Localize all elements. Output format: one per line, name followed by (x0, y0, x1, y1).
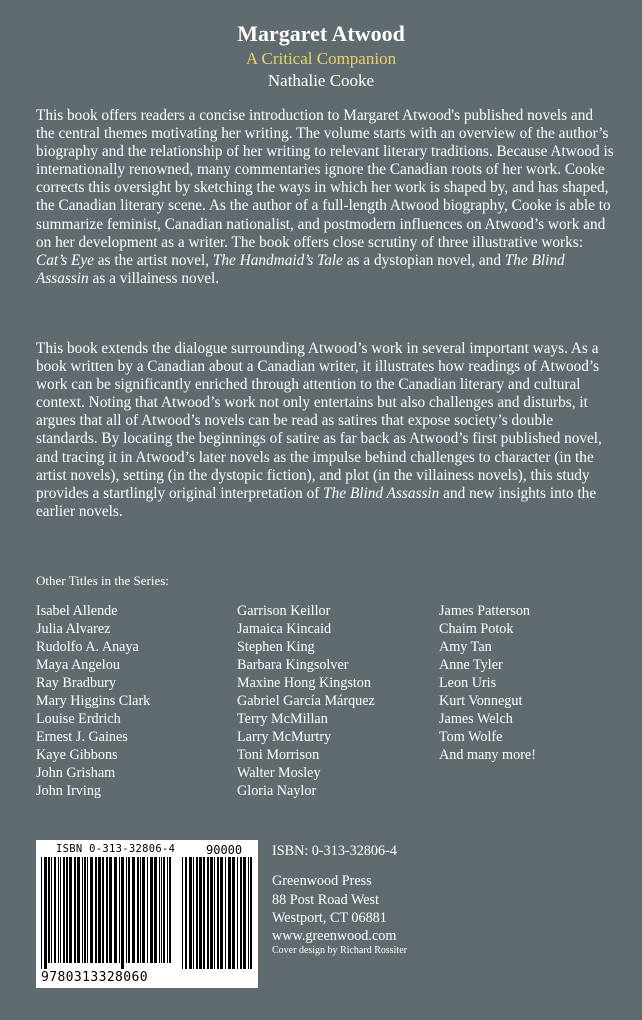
barcode-bar (95, 857, 97, 963)
book-title: Margaret Atwood (237, 21, 405, 46)
series-title-item: Gabriel García Márquez (237, 693, 375, 709)
barcode-bar (126, 857, 127, 963)
series-title-item: John Irving (36, 783, 102, 799)
paragraph-text: as a villainess novel. (88, 269, 220, 287)
barcode-bar (250, 857, 252, 969)
series-title-item: Garrison Keillor (237, 603, 331, 619)
series-title-item: Terry McMillan (237, 711, 328, 727)
barcode-bar (69, 857, 72, 963)
paragraph-text: as the artist novel, (93, 251, 213, 269)
barcode-bar (210, 857, 213, 969)
series-column-1 (36, 602, 150, 800)
barcode-bar (98, 857, 101, 963)
series-title-item: Amy Tan (439, 639, 492, 655)
barcode-bar (51, 857, 52, 963)
barcode-bar (228, 857, 231, 969)
series-title-item: Barbara Kingsolver (237, 657, 349, 673)
barcode-bar (48, 857, 50, 963)
series-title-item: Rudolfo A. Anaya (36, 639, 139, 655)
italic-book-title: The Handmaid’s Tale (212, 251, 343, 269)
series-title-item: Ray Bradbury (36, 675, 116, 691)
series-title-item: Louise Erdrich (36, 711, 121, 727)
barcode-bar (66, 857, 68, 963)
barcode-bar (87, 857, 88, 963)
series-title-item: Gloria Naylor (237, 783, 317, 799)
series-title-item: Maya Angelou (36, 657, 120, 673)
book-author: Nathalie Cooke (267, 71, 375, 90)
description-paragraph-2 (36, 340, 614, 521)
barcode-bar (154, 857, 157, 963)
series-title-item: Tom Wolfe (439, 729, 503, 745)
series-label: Other Titles in the Series: (36, 573, 169, 588)
barcode-bar (58, 857, 59, 963)
publisher-info (272, 842, 397, 945)
publisher-isbn: ISBN: 0-313-32806-4 (272, 843, 397, 859)
barcode-bar (240, 857, 242, 969)
series-title-item: Leon Uris (439, 675, 497, 691)
barcode-bar (207, 857, 209, 969)
barcode-bar (119, 857, 120, 963)
series-title-item: Chaim Potok (439, 621, 514, 637)
series-title-item: Mary Higgins Clark (36, 693, 151, 709)
description-paragraph-1 (36, 107, 614, 288)
series-title-item: Toni Morrison (237, 747, 320, 763)
barcode-bar (114, 857, 117, 963)
barcode-bar (109, 857, 112, 963)
series-title-item: Kurt Vonnegut (439, 693, 523, 709)
barcode-bar (132, 857, 135, 963)
barcode-bar (159, 857, 160, 963)
barcode-bar (214, 857, 215, 969)
series-title-item: James Patterson (439, 603, 531, 619)
barcode-bar (84, 857, 86, 963)
barcode-bar (167, 857, 168, 963)
barcode-bar (163, 857, 165, 963)
barcode-bar (137, 857, 139, 963)
publisher-name: Greenwood Press (272, 873, 372, 890)
series-title-item: Kaye Gibbons (36, 747, 118, 763)
barcode-bar (196, 857, 198, 969)
publisher-city: Westport, CT 06881 (272, 909, 387, 926)
ean-barcode-bars (41, 857, 175, 969)
paragraph-text: as a dystopian novel, and (342, 251, 505, 269)
barcode-bar (77, 857, 80, 963)
barcode-bar (63, 857, 65, 963)
barcode-bar (74, 857, 76, 963)
barcode-bar (193, 857, 194, 969)
publisher-street: 88 Post Road West (272, 891, 379, 908)
paragraph-text: This book offers readers a concise introduction to Margaret Atwood's published novels and the central themes motivating her writing. The volume starts with an overview of the author’s biography and the relationship of her writing to relevant literary traditions. Because Atwood is internationally renowned, many commentaries ignore the Canadian roots of her work. Cooke corrects this oversight by sketching the ways in which her work is shaped by, and has shaped, the Canadian literary scene. As the author of a full-length Atwood biography, Cooke is able to summarize feminist, Canadian nationalist, and postmodern influences on Atwood’s work and on her development as a writer. The book offers close scrutiny of three illustrative works: (36, 107, 614, 251)
italic-book-title: The Blind Assassin (36, 251, 565, 287)
barcode-bar (199, 857, 202, 969)
barcode-bar (248, 857, 249, 969)
series-title-item: Jamaica Kincaid (237, 621, 332, 637)
series-column-2 (237, 602, 375, 800)
barcode-bar (54, 857, 56, 963)
series-title-item: Larry McMurtry (237, 729, 332, 745)
series-title-item: Maxine Hong Kingston (237, 675, 371, 691)
barcode-bar (128, 857, 130, 963)
addon-barcode-bars (182, 857, 252, 969)
cover-credit: Cover design by Richard Rossiter (272, 945, 407, 956)
barcode-bar (41, 857, 42, 969)
series-title-item: Isabel Allende (36, 603, 118, 619)
barcode-isbn-text: ISBN 0-313-32806-4 (56, 843, 176, 855)
publisher-website: www.greenwood.com (272, 928, 397, 945)
barcode-bar (60, 857, 61, 963)
series-title-item: And many more! (439, 747, 536, 763)
barcode-bar (169, 857, 171, 963)
barcode-bar (203, 857, 205, 969)
barcode-bar (150, 857, 153, 963)
series-column-3 (439, 602, 536, 764)
paragraph-text: This book extends the dialogue surrounding Atwood’s work in several important ways. As a book written by a Canadian about a Canadian writer, it illustrates how readings of Atwood’s work can be significantly enriched through attention to the Canadian literary and cultural context. Noting that Atwood’s work not only entertains but also challenges and disturbs, it argues that all of Atwood’s novels can be read as satires that expose society’s double standards. By locating the beginnings of satire as far back as Atwood’s first published novel, and tracing it in Atwood’s later novels as the impulse behind challenges to character (in the artist novels), setting (in the dystopic fiction), and plot (in the villainess novels), this study provides a startlingly original interpretation of (36, 340, 602, 502)
barcode-bar (90, 857, 93, 963)
paragraph-text: and new insights into the earlier novels. (36, 484, 597, 520)
series-title-item: Ernest J. Gaines (36, 729, 128, 745)
series-title-item: Julia Alvarez (36, 621, 111, 637)
barcode-bar (140, 857, 141, 963)
barcode-bar (217, 857, 219, 969)
barcode-bar (189, 857, 192, 969)
barcode-ean-number: 9780313328060 (41, 970, 148, 985)
series-title-item: James Welch (439, 711, 513, 727)
barcode-bar (102, 857, 104, 963)
barcode-bar (161, 857, 162, 963)
series-title-item: John Grisham (36, 765, 116, 781)
barcode-bar (225, 857, 226, 969)
barcode-bar (185, 857, 187, 969)
barcode-price-code: 90000 (206, 843, 243, 857)
barcode-bar (232, 857, 235, 969)
barcode-bar (237, 857, 238, 969)
barcode-bar (147, 857, 148, 963)
italic-book-title: Cat’s Eye (36, 251, 94, 269)
barcode-bar (44, 857, 47, 969)
series-title-item: Walter Mosley (237, 765, 321, 781)
barcode-bar (182, 857, 183, 969)
barcode-bar (82, 857, 83, 963)
barcode-bar (121, 857, 124, 969)
barcode-bar (243, 857, 246, 969)
series-title-item: Stephen King (237, 639, 315, 655)
barcode-bar (106, 857, 108, 963)
book-subtitle: A Critical Companion (245, 49, 397, 68)
barcode-bar (142, 857, 145, 963)
series-title-item: Anne Tyler (439, 657, 503, 673)
italic-book-title: The Blind Assassin (323, 484, 440, 502)
isbn-barcode (36, 840, 258, 988)
book-header (0, 20, 642, 92)
barcode-bar (220, 857, 223, 969)
